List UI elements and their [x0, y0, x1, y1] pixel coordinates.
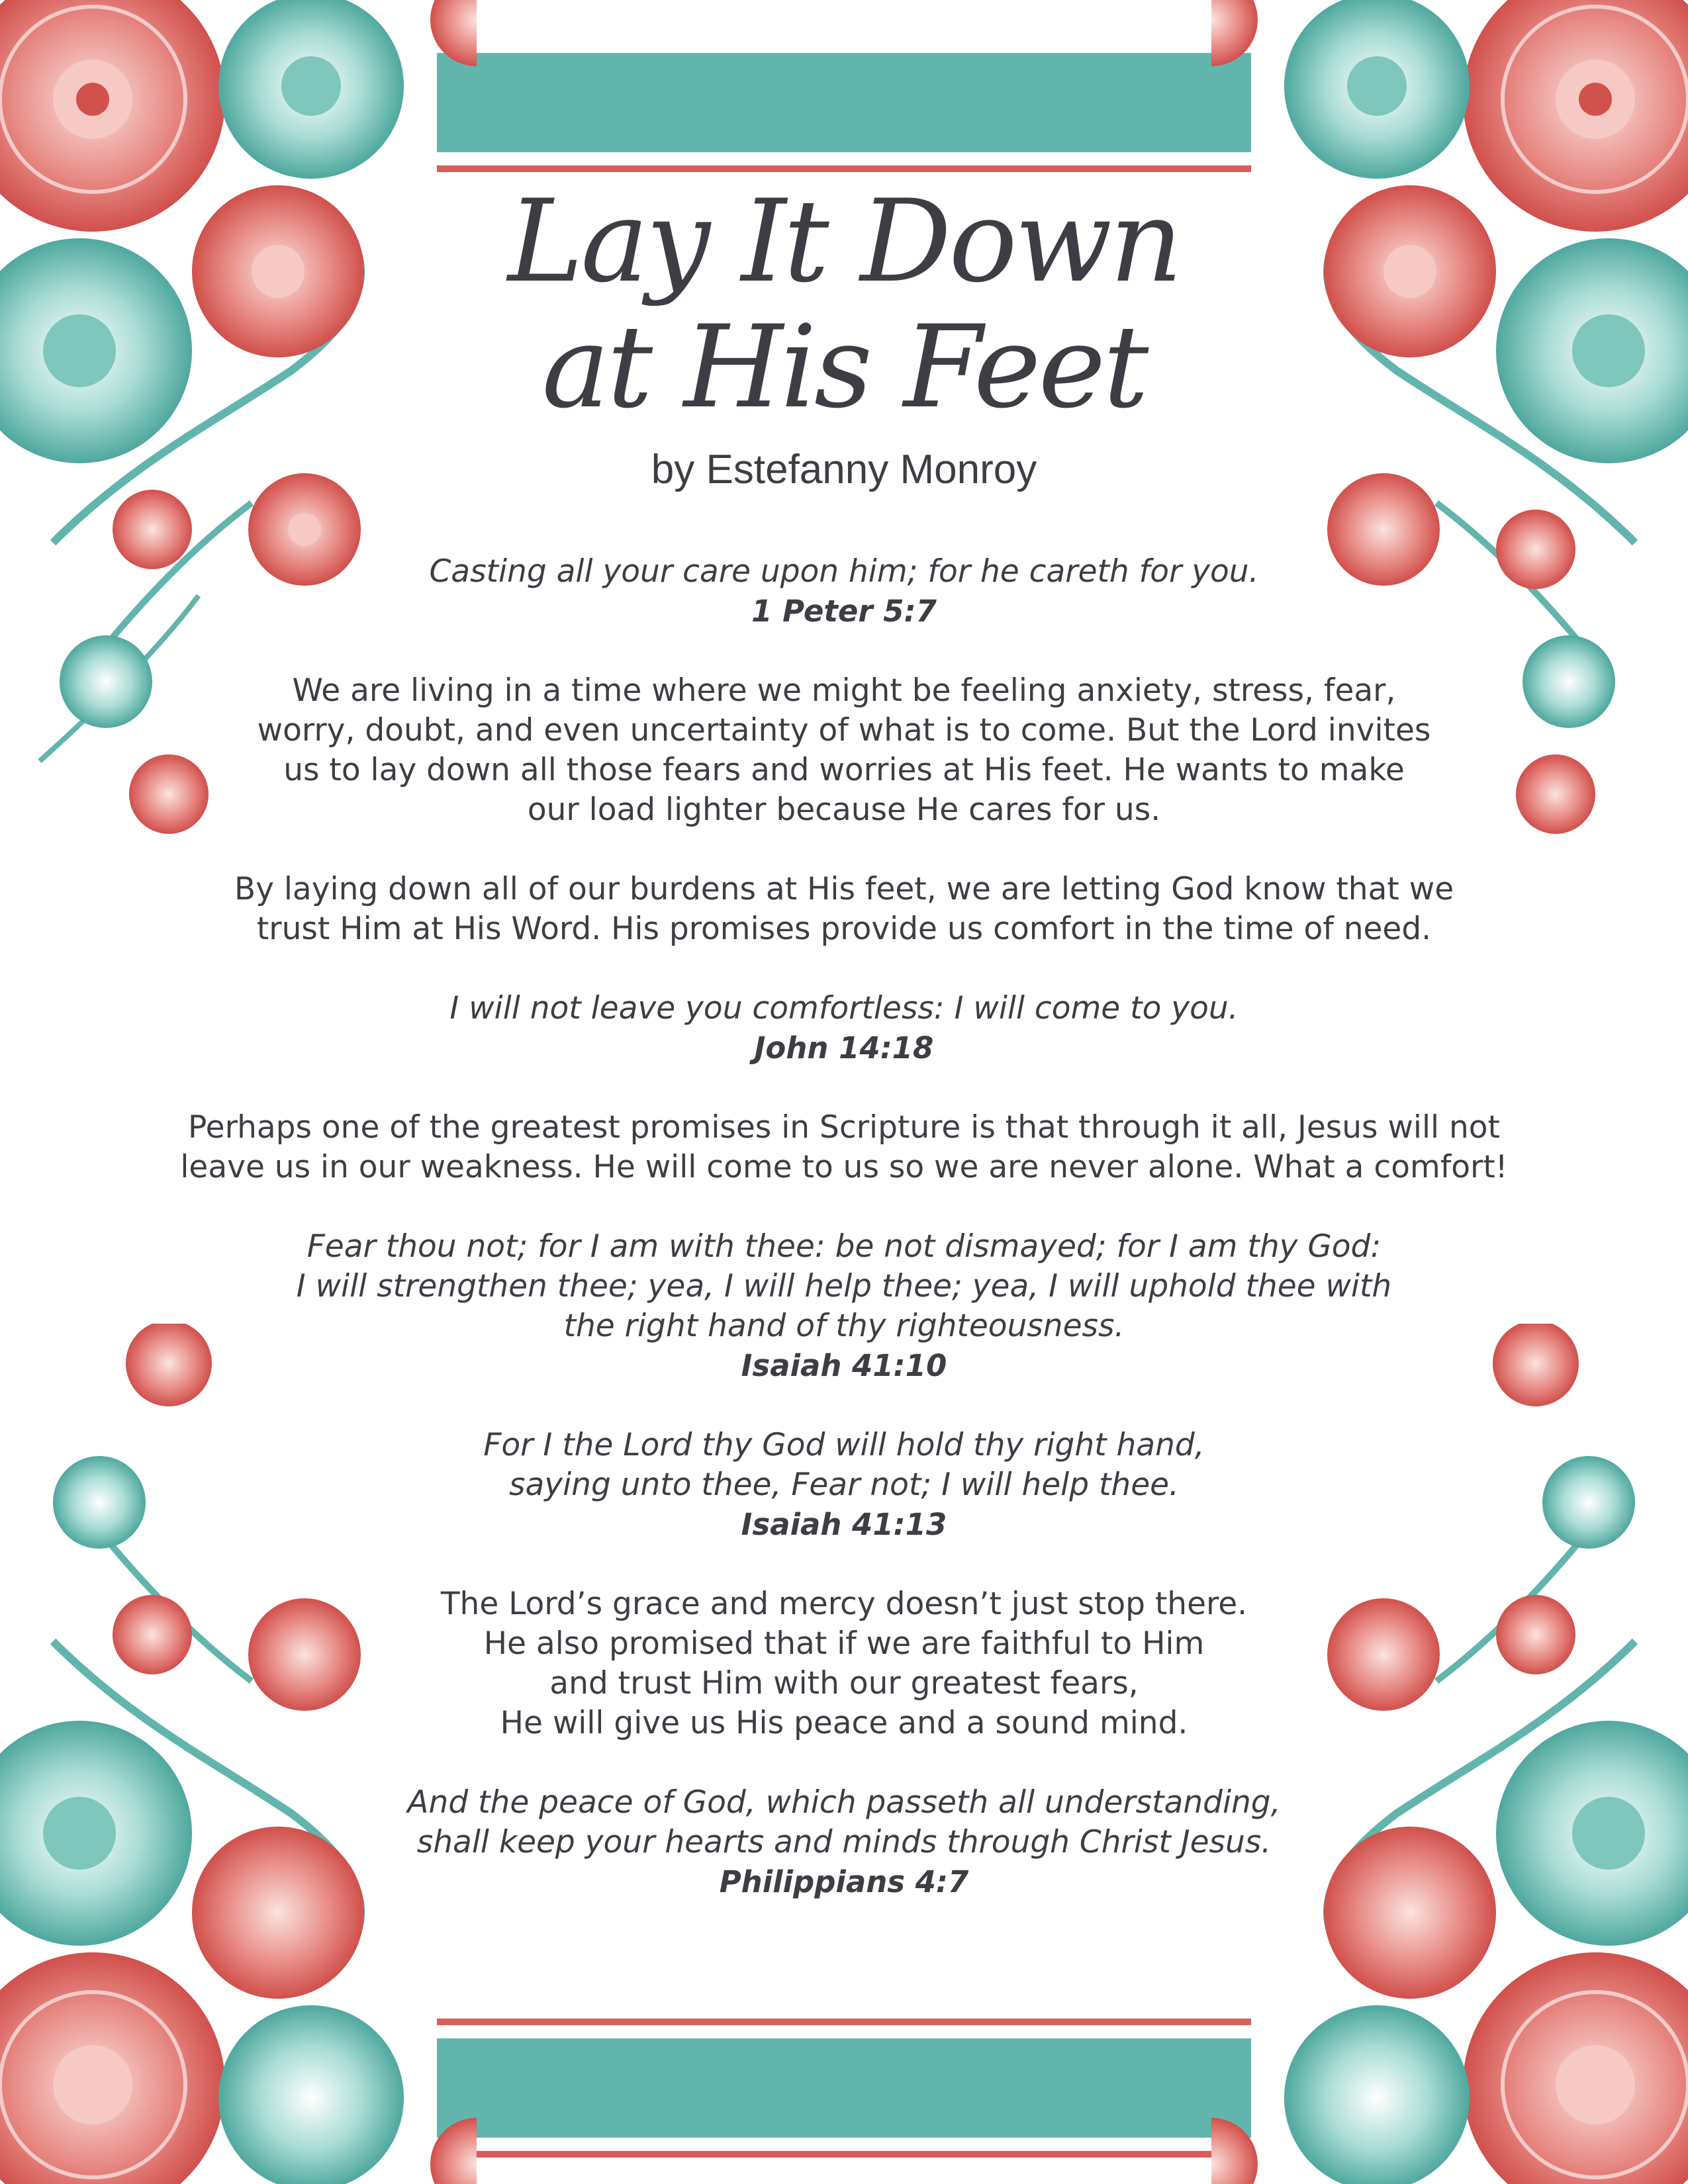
text-line: and trust Him with our greatest fears, — [549, 1665, 1139, 1702]
paragraph-block — [179, 1584, 1509, 1743]
title-block — [430, 175, 1258, 496]
text-line: leave us in our weakness. He will come to us so we are never alone. What a comfort! — [180, 1149, 1508, 1185]
text-line: our load lighter because He cares for us. — [527, 792, 1161, 828]
top-teal-band — [437, 53, 1251, 152]
scripture-block — [179, 989, 1509, 1068]
paragraph-block — [179, 1108, 1509, 1187]
text-line: We are living in a time where we might be feeling anxiety, stress, fear, — [292, 672, 1396, 709]
scripture-text — [179, 989, 1509, 1028]
text-line: He will give us His peace and a sound mind. — [500, 1705, 1188, 1741]
scripture-reference: 1 Peter 5:7 — [751, 594, 937, 629]
text-line: trust Him at His Word. His promises provide us comfort in the time of need. — [256, 911, 1432, 947]
text-line: Fear thou not; for I am with thee: be not dismayed; for I am thy God: — [306, 1228, 1382, 1265]
scripture-reference: John 14:18 — [754, 1030, 934, 1066]
scripture-block — [179, 552, 1509, 631]
bottom-coral-rule-lower — [437, 2151, 1251, 2158]
text-line: I will strengthen thee; yea, I will help thee; yea, I will uphold thee with — [296, 1268, 1392, 1304]
paragraph-text — [179, 870, 1509, 949]
title-line-1: Lay It Down — [508, 175, 1180, 308]
devotional-body — [179, 552, 1509, 1942]
top-coral-rule — [437, 165, 1251, 172]
paragraph-block — [179, 671, 1509, 830]
text-line: saying unto thee, Fear not; I will help thee. — [509, 1467, 1179, 1503]
scripture-block — [179, 1426, 1509, 1545]
text-line: the right hand of thy righteousness. — [563, 1308, 1125, 1344]
scripture-text — [179, 552, 1509, 592]
bottom-coral-rule — [437, 2019, 1251, 2025]
text-line: He also promised that if we are faithful to Him — [483, 1625, 1205, 1662]
title-line-2: at His Feet — [541, 300, 1147, 433]
scripture-block — [179, 1227, 1509, 1386]
scripture-text — [179, 1227, 1509, 1346]
author-byline: by Estefanny Monroy — [651, 447, 1037, 492]
text-line: For I the Lord thy God will hold thy right hand, — [483, 1427, 1205, 1463]
paragraph-text — [179, 671, 1509, 830]
scripture-reference: Isaiah 41:10 — [741, 1348, 947, 1383]
scripture-reference: Isaiah 41:13 — [741, 1507, 947, 1542]
text-line: And the peace of God, which passeth all understanding, — [407, 1784, 1281, 1821]
scripture-text — [179, 1783, 1509, 1862]
scripture-reference: Philippians 4:7 — [719, 1864, 969, 1899]
scripture-text — [179, 1426, 1509, 1505]
text-line: The Lord’s grace and mercy doesn’t just stop there. — [440, 1586, 1248, 1622]
text-line: Perhaps one of the greatest promises in Scripture is that through it all, Jesus will not — [188, 1109, 1500, 1146]
text-line: I will not leave you comfortless: I will come to you. — [449, 990, 1239, 1026]
paragraph-block — [179, 870, 1509, 949]
paragraph-text — [179, 1108, 1509, 1187]
text-line: By laying down all of our burdens at His feet, we are letting God know that we — [234, 871, 1454, 907]
scripture-block — [179, 1783, 1509, 1902]
text-line: Casting all your care upon him; for he careth for you. — [429, 553, 1259, 590]
paragraph-text — [179, 1584, 1509, 1743]
text-line: worry, doubt, and even uncertainty of what is to come. But the Lord invites — [257, 712, 1431, 749]
text-line: us to lay down all those fears and worries at His feet. He wants to make — [283, 752, 1405, 788]
bottom-teal-band — [437, 2038, 1251, 2138]
text-line: shall keep your hearts and minds through Christ Jesus. — [416, 1824, 1272, 1860]
